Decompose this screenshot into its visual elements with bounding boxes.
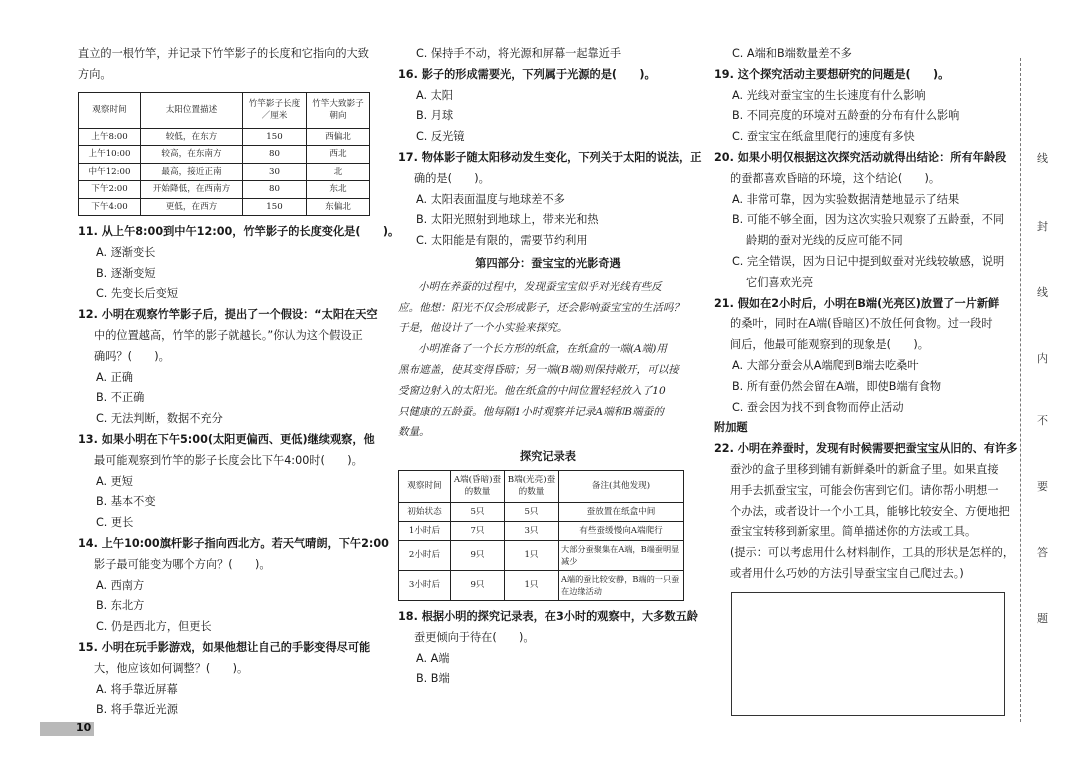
question-21-stem: 间后，他最可能观察到的现象是( )。 xyxy=(730,338,929,352)
binding-char: 答 xyxy=(1037,546,1048,559)
table-row xyxy=(399,570,684,600)
binding-char: 内 xyxy=(1037,352,1048,365)
question-16-option-a[interactable]: A. 太阳 xyxy=(416,88,453,102)
question-20-option-b-cont: 龄期的蚕对光线的反应可能不同 xyxy=(746,234,903,248)
answer-box[interactable] xyxy=(731,592,1005,716)
table-cell: 5只 xyxy=(451,502,505,521)
question-13-option-c[interactable]: C. 更长 xyxy=(96,516,134,530)
question-22-stem: 22. 小明在养蚕时，发现有时候需要把蚕宝宝从旧的、有许多 xyxy=(714,442,1018,456)
question-20-stem: 的蚕都喜欢昏暗的环境，这个结论( )。 xyxy=(730,171,941,185)
story-paragraph: 黑布遮盖，使其变得昏暗；另一端(B端)则保持敞开，可以接 xyxy=(398,363,679,376)
question-12-stem: 中的位置越高，竹竿的影子就越长。”你认为这个假设正 xyxy=(94,329,363,343)
table-cell: 80 xyxy=(243,146,307,164)
question-15-option-b[interactable]: B. 将手靠近光源 xyxy=(96,703,178,717)
table-cell: 东偏北 xyxy=(307,198,370,216)
table-cell: 较低，在东方 xyxy=(141,128,243,146)
question-20-stem: 20. 如果小明仅根据这次探究活动就得出结论：所有年龄段 xyxy=(714,150,1007,164)
question-17-stem: 17. 物体影子随太阳移动发生变化，下列关于太阳的说法，正 xyxy=(398,150,702,164)
question-17-stem: 确的是( )。 xyxy=(414,171,490,185)
question-15-option-c[interactable]: C. 保持手不动，将光源和屏幕一起靠近手 xyxy=(416,47,622,60)
question-13-option-b[interactable]: B. 基本不变 xyxy=(96,495,156,509)
binding-char: 线 xyxy=(1037,152,1048,165)
question-18-stem: 蚕更倾向于待在( )。 xyxy=(414,630,535,644)
table-cell: 5只 xyxy=(505,502,559,521)
question-14-option-c[interactable]: C. 仍是西北方，但更长 xyxy=(96,620,212,634)
question-20-option-b[interactable]: B. 可能不够全面，因为这次实验只观察了五龄蚕，不同 xyxy=(732,213,1005,227)
table-header: 观察时间 xyxy=(79,92,141,128)
table-cell: 西北 xyxy=(307,146,370,164)
table-row xyxy=(399,521,684,540)
table-row xyxy=(79,146,370,164)
table-cell: 1只 xyxy=(505,570,559,600)
table-header: B端(光亮)蚕的数量 xyxy=(505,470,559,502)
column-right xyxy=(714,44,1018,585)
question-20-option-a[interactable]: A. 非常可靠，因为实验数据清楚地显示了结果 xyxy=(732,192,960,206)
question-19-option-b[interactable]: B. 不同亮度的环境对五龄蚕的分布有什么影响 xyxy=(732,109,960,123)
question-22-stem: 蚕宝宝转移到新家里。简单描述你的方法或工具。 xyxy=(730,525,977,539)
binding-char: 要 xyxy=(1037,480,1048,493)
question-22-stem: 个办法，或者设计一个小工具，能够比较安全、方便地把 xyxy=(730,504,1010,518)
table-header: 观察时间 xyxy=(399,470,451,502)
table-cell: 下午2:00 xyxy=(79,181,141,199)
question-19-option-c[interactable]: C. 蚕宝宝在纸盒里爬行的速度有多快 xyxy=(732,130,915,144)
question-12-stem: 12. 小明在观察竹竿影子后，提出了一个假设：“太阳在天空 xyxy=(78,308,378,322)
table-row xyxy=(79,163,370,181)
table-title: 探究记录表 xyxy=(520,450,576,464)
question-19-option-a[interactable]: A. 光线对蚕宝宝的生长速度有什么影响 xyxy=(732,88,926,102)
table-header: 太阳位置描述 xyxy=(141,92,243,128)
table-cell: 西偏北 xyxy=(307,128,370,146)
question-16-stem: 16. 影子的形成需要光，下列属于光源的是( )。 xyxy=(398,67,656,81)
question-17-option-c[interactable]: C. 太阳能是有限的，需要节约利用 xyxy=(416,234,588,248)
story-paragraph: 只健康的五龄蚕。他每隔1小时观察并记录A端和B端蚕的 xyxy=(398,405,664,418)
intro-line: 直立的一根竹竿，并记录下竹竿影子的长度和它指向的大致 xyxy=(78,47,369,60)
question-11-option-a[interactable]: A. 逐渐变长 xyxy=(96,245,156,259)
story-paragraph: 数量。 xyxy=(398,426,430,439)
table-cell: 3只 xyxy=(505,521,559,540)
extra-section-title: 附加题 xyxy=(714,421,748,435)
question-21-option-b[interactable]: B. 所有蚕仍然会留在A端，即使B端有食物 xyxy=(732,379,942,393)
experiment-record-table xyxy=(398,470,684,601)
question-12-option-a[interactable]: A. 正确 xyxy=(96,370,133,384)
table-cell: 最高，接近正南 xyxy=(141,163,243,181)
table-header-row xyxy=(399,470,684,502)
story-paragraph: 应。他想：阳光不仅会形成影子，还会影响蚕宝宝的生活吗？ xyxy=(398,301,685,314)
question-14-stem: 14. 上午10:00旗杆影子指向西北方。若天气晴朗，下午2:00 xyxy=(78,537,389,551)
question-12-stem: 确吗？( )。 xyxy=(94,349,170,363)
table-cell: 更低，在西方 xyxy=(141,198,243,216)
table-cell: 上午10:00 xyxy=(79,146,141,164)
story-paragraph: 小明在养蚕的过程中，发现蚕宝宝似乎对光线有些反 xyxy=(418,280,662,293)
binding-char: 不 xyxy=(1037,414,1048,427)
story-paragraph: 小明准备了一个长方形的纸盒，在纸盒的一端(A端)用 xyxy=(418,343,667,356)
question-20-option-c[interactable]: C. 完全错误，因为日记中提到蚁蚕对光线较敏感，说明 xyxy=(732,254,1005,268)
question-15-stem: 大，他应该如何调整？( )。 xyxy=(94,661,249,675)
question-11-option-b[interactable]: B. 逐渐变短 xyxy=(96,266,156,280)
section-title: 第四部分：蚕宝宝的光影奇遇 xyxy=(475,256,621,270)
table-cell: 上午8:00 xyxy=(79,128,141,146)
table-row xyxy=(399,540,684,570)
table-cell: 80 xyxy=(243,181,307,199)
table-row xyxy=(399,502,684,521)
question-22-hint: 或者用什么巧妙的方法引导蚕宝宝自己爬过去。) xyxy=(730,566,964,580)
table-cell: 大部分蚕聚集在A端，B端蚕明显减少 xyxy=(559,540,684,570)
table-cell: 东北 xyxy=(307,181,370,199)
intro-line: 方向。 xyxy=(78,67,112,81)
question-14-option-a[interactable]: A. 西南方 xyxy=(96,578,145,592)
table-cell: 中午12:00 xyxy=(79,163,141,181)
question-16-option-b[interactable]: B. 月球 xyxy=(416,109,454,123)
table-cell: 150 xyxy=(243,198,307,216)
question-18-option-b[interactable]: B. B端 xyxy=(416,672,450,686)
binding-char: 封 xyxy=(1037,220,1048,233)
table-cell: 下午4:00 xyxy=(79,198,141,216)
table-row xyxy=(79,128,370,146)
table-cell: A端的蚕比较安静，B端的一只蚕在边缘活动 xyxy=(559,570,684,600)
question-21-option-a[interactable]: A. 大部分蚕会从A端爬到B端去吃桑叶 xyxy=(732,358,919,372)
column-left xyxy=(78,44,400,721)
table-cell: 7只 xyxy=(451,521,505,540)
question-11-stem: 11. 从上午8:00到中午12:00，竹竿影子的长度变化是( )。 xyxy=(78,225,400,239)
question-22-stem: 蚕沙的盒子里移到铺有新鲜桑叶的新盒子里。如果直接 xyxy=(730,462,999,476)
question-14-option-b[interactable]: B. 东北方 xyxy=(96,599,145,613)
story-paragraph: 于是，他设计了一个小实验来探究。 xyxy=(398,322,568,335)
story-paragraph: 受窗边射入的太阳光。他在纸盒的中间位置轻轻放入了10 xyxy=(398,384,666,397)
table-header: 竹竿影子长度／厘米 xyxy=(243,92,307,128)
question-19-stem: 19. 这个探究活动主要想研究的问题是( )。 xyxy=(714,67,950,81)
table-cell: 3小时后 xyxy=(399,570,451,600)
table-cell: 9只 xyxy=(451,540,505,570)
table-cell: 30 xyxy=(243,163,307,181)
binding-char: 线 xyxy=(1037,286,1048,299)
table-cell: 1小时后 xyxy=(399,521,451,540)
binding-char: 题 xyxy=(1037,612,1048,625)
question-16-option-c[interactable]: C. 反光镜 xyxy=(416,130,465,144)
page-number: 10 xyxy=(76,721,92,734)
page-number-bar xyxy=(40,722,94,736)
table-cell: 开始降低，在西南方 xyxy=(141,181,243,199)
question-21-option-c[interactable]: C. 蚕会因为找不到食物而停止活动 xyxy=(732,400,904,414)
question-20-option-c-cont: 它们喜欢光亮 xyxy=(746,275,814,289)
question-14-stem: 影子最可能变为哪个方向？( )。 xyxy=(94,557,271,571)
question-13-option-a[interactable]: A. 更短 xyxy=(96,474,133,488)
column-middle xyxy=(398,44,702,690)
question-18-option-c[interactable]: C. A端和B端数量差不多 xyxy=(732,47,852,60)
question-12-option-c[interactable]: C. 无法判断，数据不充分 xyxy=(96,412,223,426)
question-22-stem: 用手去抓蚕宝宝，可能会伤害到它们。请你帮小明想一 xyxy=(730,483,999,497)
question-17-option-a[interactable]: A. 太阳表面温度与地球差不多 xyxy=(416,192,565,206)
question-17-option-b[interactable]: B. 太阳光照射到地球上，带来光和热 xyxy=(416,213,599,227)
shadow-observation-table xyxy=(78,92,370,217)
table-cell: 有些蚕缓慢向A端爬行 xyxy=(559,521,684,540)
table-cell: 蚕放置在纸盒中间 xyxy=(559,502,684,521)
table-row xyxy=(79,198,370,216)
table-cell: 北 xyxy=(307,163,370,181)
question-18-option-a[interactable]: A. A端 xyxy=(416,651,450,665)
question-13-stem: 最可能观察到竹竿的影子长度会比下午4:00时( )。 xyxy=(94,453,363,467)
question-18-stem: 18. 根据小明的探究记录表，在3小时的观察中，大多数五龄 xyxy=(398,609,698,623)
table-cell: 2小时后 xyxy=(399,540,451,570)
table-header: 竹竿大致影子朝向 xyxy=(307,92,370,128)
table-cell: 150 xyxy=(243,128,307,146)
question-15-option-a[interactable]: A. 将手靠近屏幕 xyxy=(96,682,178,696)
table-cell: 9只 xyxy=(451,570,505,600)
question-11-option-c[interactable]: C. 先变长后变短 xyxy=(96,287,179,301)
table-header: 备注(其他发现) xyxy=(559,470,684,502)
table-cell: 初始状态 xyxy=(399,502,451,521)
question-21-stem: 的桑叶，同时在A端(昏暗区)不放任何食物。过一段时 xyxy=(730,317,993,331)
table-cell: 1只 xyxy=(505,540,559,570)
question-15-stem: 15. 小明在玩手影游戏，如果他想让自己的手影变得尽可能 xyxy=(78,641,371,655)
table-header: A端(昏暗)蚕的数量 xyxy=(451,470,505,502)
question-22-hint: (提示：可以考虑用什么材料制作，工具的形状是怎样的， xyxy=(730,546,1015,560)
question-21-stem: 21. 假如在2小时后，小明在B端(光亮区)放置了一片新鲜 xyxy=(714,296,1000,310)
table-cell: 较高，在东南方 xyxy=(141,146,243,164)
question-13-stem: 13. 如果小明在下午5:00(太阳更偏西、更低)继续观察，他 xyxy=(78,433,375,447)
table-header-row xyxy=(79,92,370,128)
question-12-option-b[interactable]: B. 不正确 xyxy=(96,391,145,405)
table-row xyxy=(79,181,370,199)
